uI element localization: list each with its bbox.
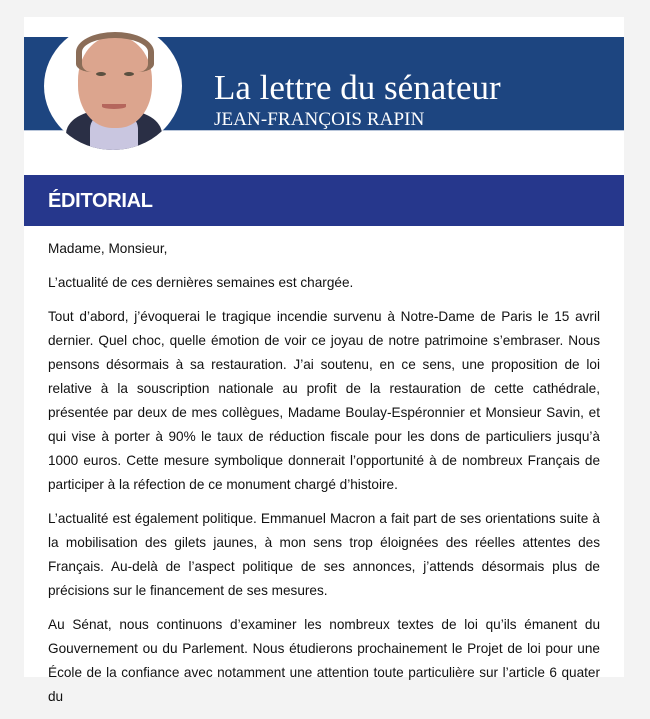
portrait-mouth	[102, 104, 126, 109]
paragraph-politics: L’actualité est également politique. Emmanuel Macron a fait part de ses orientations suite à la mobilisation des gilets jaunes, à mon sens trop éloignées des réelles attentes des Français. Au-delà de l’aspect politique de ses annonces, j’attends désormais plus de précisions sur le financement de ses mesures.	[48, 511, 600, 598]
portrait-hair	[76, 32, 154, 72]
paragraph-notre-dame: Tout d’abord, j’évoquerai le tragique incendie survenu à Notre-Dame de Paris le 15 avril dernier. Quel choc, quelle émotion de voir ce joyau de notre patrimoine s’embraser. Nous pensons désormais à sa restauration. J’ai soutenu, en ce sens, une proposition de loi relative à la souscription nationale au profit de la restauration de cette cathédrale, présentée par deux de mes collègues, Madame Boulay-Espéronnier et Monsieur Savin, et qui vise à porter à 90% le taux de réduction fiscale pour les dons de particuliers jusqu’à 1000 euros. Cette mesure symbolique donnerait l’opportunité à de nombreux Français de participer à la réfection de ce monument chargé d’histoire.	[48, 309, 600, 492]
newsletter-title: La lettre du sénateur	[214, 68, 501, 107]
senator-portrait	[44, 22, 182, 150]
section-title: ÉDITORIAL	[48, 190, 153, 212]
paragraph-intro: L’actualité de ces dernières semaines est chargée.	[48, 275, 354, 290]
editorial-body	[48, 237, 600, 719]
portrait-eye	[96, 72, 106, 76]
paragraph-greeting: Madame, Monsieur,	[48, 241, 168, 256]
newsletter-card	[24, 17, 624, 704]
editorial-section-bar	[24, 175, 624, 226]
senator-name: JEAN-FRANÇOIS RAPIN	[214, 109, 425, 130]
portrait-eye	[124, 72, 134, 76]
paragraph-senate: Au Sénat, nous continuons d’examiner les nombreux textes de loi qu’ils émanent du Gouvernement ou du Parlement. Nous étudierons prochainement le Projet de loi pour une École de la confiance avec notamment une attention toute particulière sur l’article 6 quater du	[48, 617, 600, 704]
